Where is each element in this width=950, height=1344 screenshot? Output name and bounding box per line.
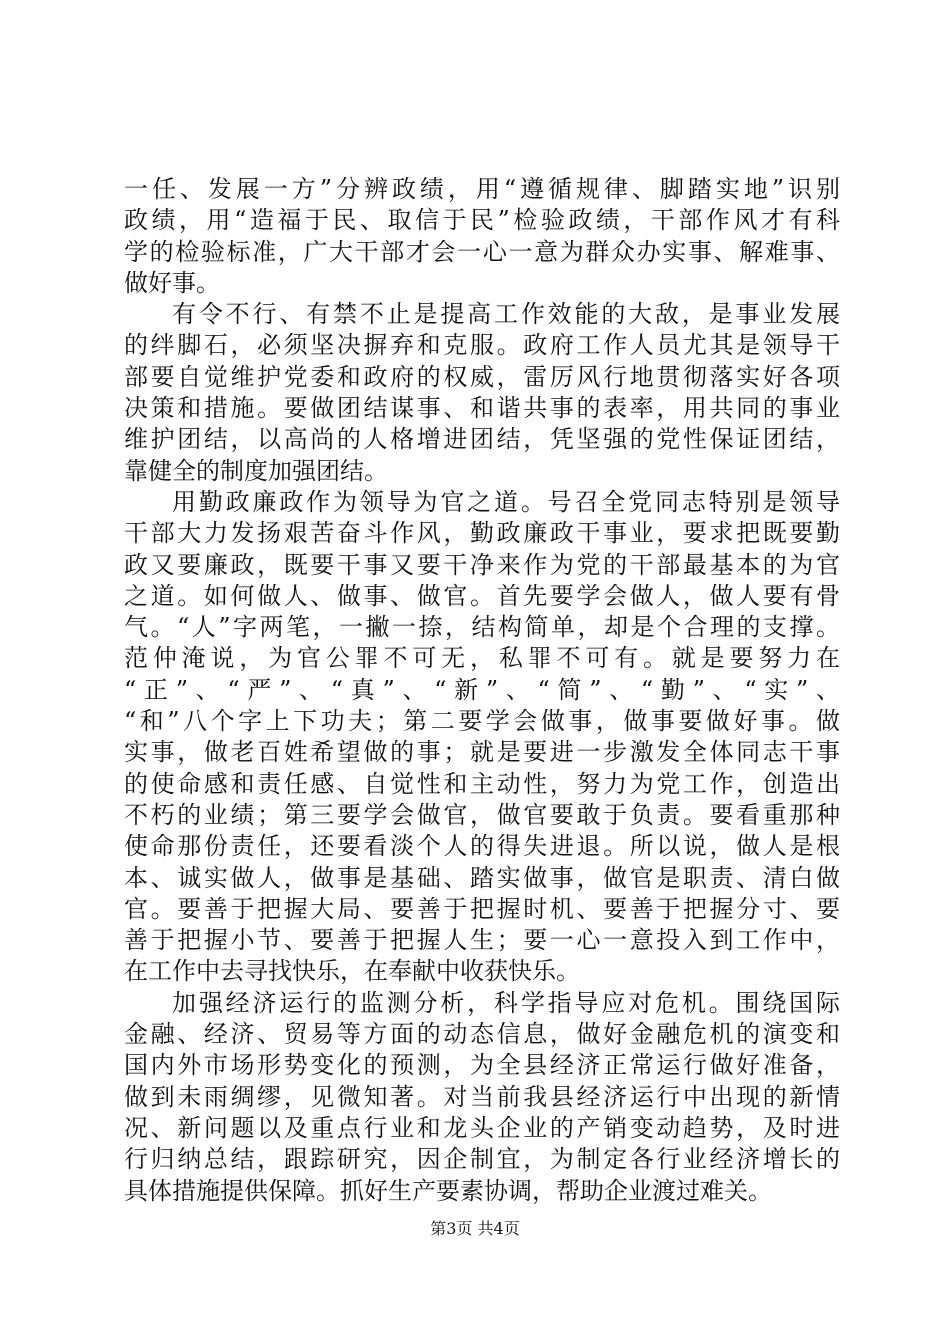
page-number-footer: 第3页 共4页	[430, 1219, 520, 1238]
text-line: 行归纳总结，跟踪研究，因企制宜，为制定各行业经济增长的	[124, 1145, 840, 1174]
text-line: 靠健全的制度加强团结。	[124, 456, 388, 485]
document-body	[124, 174, 840, 1207]
text-line: 本、诚实做人，做事是基础、踏实做事，做官是职责、清白做	[124, 863, 840, 892]
text-line: 政绩，用“造福于民、取信于民”检验政绩，干部作风才有科	[124, 206, 840, 235]
text-line: 具体措施提供保障。抓好生产要素协调，帮助企业渡过难关。	[124, 1176, 772, 1205]
text-line: 善于把握小节、要善于把握人生；要一心一意投入到工作中，	[124, 926, 840, 955]
text-line: 的绊脚石，必须坚决摒弃和克服。政府工作人员尤其是领导干	[124, 331, 840, 360]
text-line: 况、新问题以及重点行业和龙头企业的产销变动趋势，及时进	[124, 1113, 840, 1142]
text-line: 干部大力发扬艰苦奋斗作风，勤政廉政干事业，要求把既要勤	[124, 519, 840, 548]
text-line: 做好事。	[124, 268, 220, 297]
text-line: 维护团结，以高尚的人格增进团结，凭坚强的党性保证团结，	[124, 425, 840, 454]
paragraph	[124, 174, 840, 299]
text-line: 部要自觉维护党委和政府的权威，雷厉风行地贯彻落实好各项	[124, 362, 840, 391]
text-line: “和”八个字上下功夫；第二要学会做事，做事要做好事。做	[124, 707, 840, 736]
text-line: 不朽的业绩；第三要学会做官，做官要敢于负责。要看重那种	[124, 800, 840, 829]
text-line: 做到未雨绸缪，见微知著。对当前我县经济运行中出现的新情	[124, 1082, 840, 1111]
text-line: 气。“人”字两笔，一撇一捺，结构简单，却是个合理的支撑。	[124, 613, 840, 642]
text-line: 学的检验标准，广大干部才会一心一意为群众办实事、解难事、	[124, 237, 840, 266]
text-line: 用勤政廉政作为领导为官之道。号召全党同志特别是领导	[172, 487, 840, 516]
text-line: 的使命感和责任感、自觉性和主动性，努力为党工作，创造出	[124, 769, 840, 798]
text-line: 官。要善于把握大局、要善于把握时机、要善于把握分寸、要	[124, 894, 840, 923]
text-line: 国内外市场形势变化的预测，为全县经济正常运行做好准备，	[124, 1051, 840, 1080]
text-line: 加强经济运行的监测分析，科学指导应对危机。围绕国际	[172, 988, 840, 1017]
text-line: 金融、经济、贸易等方面的动态信息，做好金融危机的演变和	[124, 1020, 840, 1049]
text-line: 之道。如何做人、做事、做官。首先要学会做人，做人要有骨	[124, 581, 840, 610]
text-line: 在工作中去寻找快乐，在奉献中收获快乐。	[124, 957, 580, 986]
paragraph	[124, 299, 840, 487]
text-line: 范仲淹说，为官公罪不可无，私罪不可有。就是要努力在	[124, 644, 840, 673]
paragraph	[124, 487, 840, 988]
text-line: 决策和措施。要做团结谋事、和谐共事的表率，用共同的事业	[124, 394, 840, 423]
text-line: 使命那份责任，还要看淡个人的得失进退。所以说，做人是根	[124, 832, 840, 861]
paragraph	[124, 988, 840, 1207]
text-line: 实事，做老百姓希望做的事；就是要进一步激发全体同志干事	[124, 738, 840, 767]
text-line: “正”、“严”、“真”、“新”、“简”、“勤”、“实”、	[124, 675, 840, 704]
text-line: 政又要廉政，既要干事又要干净来作为党的干部最基本的为官	[124, 550, 840, 579]
text-line: 有令不行、有禁不止是提高工作效能的大敌，是事业发展	[172, 300, 840, 329]
text-line: 一任、发展一方”分辨政绩，用“遵循规律、脚踏实地”识别	[124, 175, 840, 203]
